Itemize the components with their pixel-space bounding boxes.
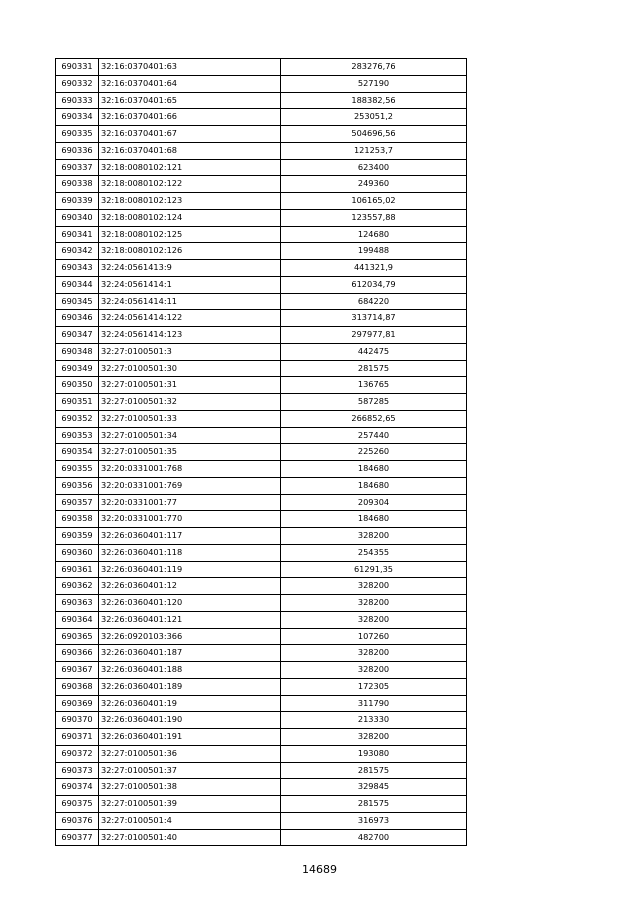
table-row <box>56 745 467 762</box>
row-number-cell: 690373 <box>56 762 99 779</box>
value-cell: 328200 <box>281 645 467 662</box>
table-row <box>56 59 467 76</box>
table-row <box>56 142 467 159</box>
table-row <box>56 226 467 243</box>
table-row <box>56 796 467 813</box>
cadastral-number-cell: 32:27:0100501:32 <box>99 394 281 411</box>
cadastral-number-cell: 32:27:0100501:33 <box>99 410 281 427</box>
table-row <box>56 394 467 411</box>
cadastral-number-cell: 32:26:0360401:117 <box>99 528 281 545</box>
row-number-cell: 690367 <box>56 662 99 679</box>
cadastral-number-cell: 32:27:0100501:38 <box>99 779 281 796</box>
value-cell: 123557,88 <box>281 209 467 226</box>
table-row <box>56 645 467 662</box>
table-row <box>56 678 467 695</box>
row-number-cell: 690355 <box>56 461 99 478</box>
cadastral-number-cell: 32:27:0100501:40 <box>99 829 281 846</box>
value-cell: 121253,7 <box>281 142 467 159</box>
table-row <box>56 243 467 260</box>
table-row <box>56 595 467 612</box>
table-row <box>56 729 467 746</box>
cadastral-number-cell: 32:18:0080102:124 <box>99 209 281 226</box>
row-number-cell: 690356 <box>56 477 99 494</box>
value-cell: 266852,65 <box>281 410 467 427</box>
value-cell: 313714,87 <box>281 310 467 327</box>
table-row <box>56 544 467 561</box>
row-number-cell: 690345 <box>56 293 99 310</box>
table-row <box>56 360 467 377</box>
row-number-cell: 690346 <box>56 310 99 327</box>
table-row <box>56 193 467 210</box>
cadastral-number-cell: 32:27:0100501:4 <box>99 812 281 829</box>
row-number-cell: 690348 <box>56 343 99 360</box>
row-number-cell: 690331 <box>56 59 99 76</box>
row-number-cell: 690337 <box>56 159 99 176</box>
table-row <box>56 578 467 595</box>
cadastral-number-cell: 32:24:0561414:122 <box>99 310 281 327</box>
value-cell: 328200 <box>281 528 467 545</box>
value-cell: 184680 <box>281 461 467 478</box>
value-cell: 441321,9 <box>281 260 467 277</box>
cadastral-number-cell: 32:20:0331001:768 <box>99 461 281 478</box>
cadastral-number-cell: 32:18:0080102:126 <box>99 243 281 260</box>
table-row <box>56 695 467 712</box>
row-number-cell: 690347 <box>56 327 99 344</box>
cadastral-number-cell: 32:16:0370401:64 <box>99 75 281 92</box>
row-number-cell: 690338 <box>56 176 99 193</box>
cadastral-number-cell: 32:24:0561413:9 <box>99 260 281 277</box>
page-number: 14689 <box>302 863 337 876</box>
table-row <box>56 109 467 126</box>
table-row <box>56 528 467 545</box>
cadastral-number-cell: 32:27:0100501:34 <box>99 427 281 444</box>
cadastral-number-cell: 32:18:0080102:121 <box>99 159 281 176</box>
cadastral-number-cell: 32:27:0100501:39 <box>99 796 281 813</box>
value-cell: 328200 <box>281 611 467 628</box>
value-cell: 527190 <box>281 75 467 92</box>
value-cell: 184680 <box>281 511 467 528</box>
cadastral-number-cell: 32:26:0920103:366 <box>99 628 281 645</box>
value-cell: 281575 <box>281 360 467 377</box>
table-row <box>56 812 467 829</box>
row-number-cell: 690366 <box>56 645 99 662</box>
row-number-cell: 690339 <box>56 193 99 210</box>
cadastral-number-cell: 32:24:0561414:11 <box>99 293 281 310</box>
value-cell: 249360 <box>281 176 467 193</box>
value-cell: 193080 <box>281 745 467 762</box>
cadastral-number-cell: 32:27:0100501:3 <box>99 343 281 360</box>
table-body <box>56 59 467 846</box>
value-cell: 209304 <box>281 494 467 511</box>
row-number-cell: 690363 <box>56 595 99 612</box>
table-row <box>56 176 467 193</box>
table-row <box>56 712 467 729</box>
cadastral-number-cell: 32:20:0331001:770 <box>99 511 281 528</box>
value-cell: 281575 <box>281 796 467 813</box>
cadastral-number-cell: 32:20:0331001:769 <box>99 477 281 494</box>
table-row <box>56 628 467 645</box>
row-number-cell: 690334 <box>56 109 99 126</box>
row-number-cell: 690354 <box>56 444 99 461</box>
cadastral-number-cell: 32:27:0100501:30 <box>99 360 281 377</box>
row-number-cell: 690359 <box>56 528 99 545</box>
row-number-cell: 690368 <box>56 678 99 695</box>
value-cell: 612034,79 <box>281 276 467 293</box>
row-number-cell: 690333 <box>56 92 99 109</box>
cadastral-number-cell: 32:26:0360401:19 <box>99 695 281 712</box>
value-cell: 328200 <box>281 578 467 595</box>
value-cell: 172305 <box>281 678 467 695</box>
cadastral-number-cell: 32:16:0370401:68 <box>99 142 281 159</box>
row-number-cell: 690376 <box>56 812 99 829</box>
row-number-cell: 690332 <box>56 75 99 92</box>
row-number-cell: 690377 <box>56 829 99 846</box>
row-number-cell: 690351 <box>56 394 99 411</box>
row-number-cell: 690336 <box>56 142 99 159</box>
row-number-cell: 690344 <box>56 276 99 293</box>
value-cell: 61291,35 <box>281 561 467 578</box>
cadastral-number-cell: 32:27:0100501:35 <box>99 444 281 461</box>
cadastral-number-cell: 32:26:0360401:121 <box>99 611 281 628</box>
value-cell: 253051,2 <box>281 109 467 126</box>
table-row <box>56 477 467 494</box>
row-number-cell: 690365 <box>56 628 99 645</box>
table-row <box>56 511 467 528</box>
row-number-cell: 690335 <box>56 126 99 143</box>
table-row <box>56 444 467 461</box>
row-number-cell: 690340 <box>56 209 99 226</box>
row-number-cell: 690362 <box>56 578 99 595</box>
value-cell: 199488 <box>281 243 467 260</box>
table-row <box>56 327 467 344</box>
value-cell: 442475 <box>281 343 467 360</box>
row-number-cell: 690375 <box>56 796 99 813</box>
table-row <box>56 276 467 293</box>
cadastral-number-cell: 32:24:0561414:1 <box>99 276 281 293</box>
row-number-cell: 690342 <box>56 243 99 260</box>
value-cell: 188382,56 <box>281 92 467 109</box>
table-row <box>56 293 467 310</box>
row-number-cell: 690353 <box>56 427 99 444</box>
value-cell: 283276,76 <box>281 59 467 76</box>
row-number-cell: 690357 <box>56 494 99 511</box>
table-row <box>56 343 467 360</box>
cadastral-number-cell: 32:26:0360401:120 <box>99 595 281 612</box>
row-number-cell: 690374 <box>56 779 99 796</box>
value-cell: 124680 <box>281 226 467 243</box>
table-row <box>56 126 467 143</box>
cadastral-number-cell: 32:20:0331001:77 <box>99 494 281 511</box>
table-row <box>56 611 467 628</box>
value-cell: 257440 <box>281 427 467 444</box>
value-cell: 254355 <box>281 544 467 561</box>
value-cell: 328200 <box>281 662 467 679</box>
cadastral-number-cell: 32:26:0360401:191 <box>99 729 281 746</box>
cadastral-number-cell: 32:24:0561414:123 <box>99 327 281 344</box>
row-number-cell: 690349 <box>56 360 99 377</box>
value-cell: 106165,02 <box>281 193 467 210</box>
cadastral-number-cell: 32:16:0370401:66 <box>99 109 281 126</box>
value-cell: 213330 <box>281 712 467 729</box>
cadastral-number-cell: 32:16:0370401:63 <box>99 59 281 76</box>
value-cell: 587285 <box>281 394 467 411</box>
value-cell: 684220 <box>281 293 467 310</box>
value-cell: 107260 <box>281 628 467 645</box>
value-cell: 504696,56 <box>281 126 467 143</box>
cadastral-number-cell: 32:18:0080102:122 <box>99 176 281 193</box>
table-row <box>56 410 467 427</box>
row-number-cell: 690372 <box>56 745 99 762</box>
cadastral-number-cell: 32:26:0360401:118 <box>99 544 281 561</box>
table-row <box>56 779 467 796</box>
value-cell: 281575 <box>281 762 467 779</box>
table-row <box>56 561 467 578</box>
cadastral-number-cell: 32:27:0100501:31 <box>99 377 281 394</box>
cadastral-value-table <box>55 58 467 846</box>
table-row <box>56 159 467 176</box>
row-number-cell: 690341 <box>56 226 99 243</box>
cadastral-number-cell: 32:26:0360401:187 <box>99 645 281 662</box>
cadastral-number-cell: 32:26:0360401:12 <box>99 578 281 595</box>
row-number-cell: 690364 <box>56 611 99 628</box>
cadastral-number-cell: 32:26:0360401:189 <box>99 678 281 695</box>
row-number-cell: 690370 <box>56 712 99 729</box>
row-number-cell: 690358 <box>56 511 99 528</box>
value-cell: 328200 <box>281 729 467 746</box>
value-cell: 225260 <box>281 444 467 461</box>
table-row <box>56 92 467 109</box>
row-number-cell: 690343 <box>56 260 99 277</box>
table-row <box>56 209 467 226</box>
value-cell: 623400 <box>281 159 467 176</box>
row-number-cell: 690371 <box>56 729 99 746</box>
cadastral-number-cell: 32:27:0100501:37 <box>99 762 281 779</box>
table-row <box>56 260 467 277</box>
value-cell: 316973 <box>281 812 467 829</box>
table-row <box>56 427 467 444</box>
cadastral-number-cell: 32:16:0370401:65 <box>99 92 281 109</box>
table-row <box>56 762 467 779</box>
cadastral-number-cell: 32:27:0100501:36 <box>99 745 281 762</box>
row-number-cell: 690369 <box>56 695 99 712</box>
cadastral-number-cell: 32:26:0360401:119 <box>99 561 281 578</box>
value-cell: 328200 <box>281 595 467 612</box>
cadastral-number-cell: 32:16:0370401:67 <box>99 126 281 143</box>
value-cell: 297977,81 <box>281 327 467 344</box>
value-cell: 184680 <box>281 477 467 494</box>
row-number-cell: 690361 <box>56 561 99 578</box>
value-cell: 311790 <box>281 695 467 712</box>
cadastral-number-cell: 32:26:0360401:190 <box>99 712 281 729</box>
row-number-cell: 690360 <box>56 544 99 561</box>
value-cell: 329845 <box>281 779 467 796</box>
row-number-cell: 690350 <box>56 377 99 394</box>
table-row <box>56 829 467 846</box>
table-row <box>56 377 467 394</box>
cadastral-number-cell: 32:18:0080102:123 <box>99 193 281 210</box>
cadastral-number-cell: 32:26:0360401:188 <box>99 662 281 679</box>
table-row <box>56 461 467 478</box>
value-cell: 482700 <box>281 829 467 846</box>
value-cell: 136765 <box>281 377 467 394</box>
cadastral-number-cell: 32:18:0080102:125 <box>99 226 281 243</box>
table-row <box>56 310 467 327</box>
table-row <box>56 75 467 92</box>
row-number-cell: 690352 <box>56 410 99 427</box>
table-row <box>56 662 467 679</box>
table-row <box>56 494 467 511</box>
